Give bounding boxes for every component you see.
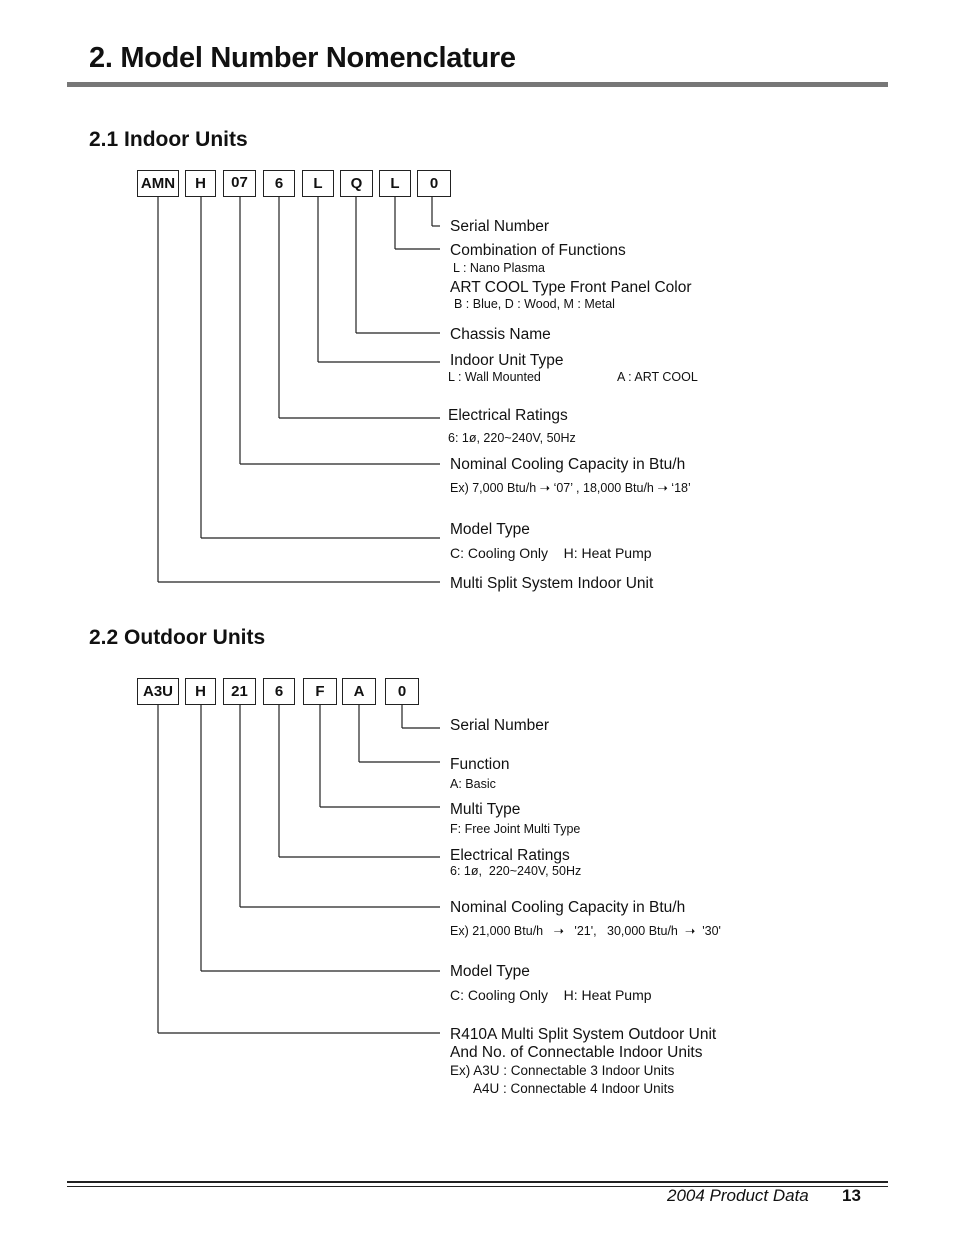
indoor-unit-type-label: Indoor Unit Type: [450, 352, 564, 369]
page-title: 2. Model Number Nomenclature: [89, 42, 516, 74]
outdoor-function-label: Function: [450, 756, 510, 773]
indoor-combination-label: Combination of Functions: [450, 242, 626, 259]
indoor-code-model-type: H: [185, 170, 216, 197]
indoor-panel-color-label: ART COOL Type Front Panel Color: [450, 279, 692, 296]
indoor-combination-note: L : Nano Plasma: [453, 261, 545, 275]
outdoor-system-label-line1: R410A Multi Split System Outdoor Unit: [450, 1026, 717, 1043]
outdoor-code-function: A: [342, 678, 376, 705]
outdoor-function-note: A: Basic: [450, 777, 496, 791]
outdoor-capacity-label: Nominal Cooling Capacity in Btu/h: [450, 899, 686, 916]
outdoor-code-electrical: 6: [263, 678, 295, 705]
indoor-capacity-note: Ex) 7,000 Btu/h ➝ ‘07’ , 18,000 Btu/h ➝ ‘18’: [450, 481, 691, 495]
indoor-capacity-label: Nominal Cooling Capacity in Btu/h: [450, 456, 686, 473]
outdoor-section-heading: 2.2 Outdoor Units: [89, 626, 266, 649]
indoor-chassis-label: Chassis Name: [450, 326, 551, 343]
outdoor-serial-label: Serial Number: [450, 717, 550, 734]
outdoor-code-serial: 0: [385, 678, 419, 705]
footer-divider-thick: [67, 1181, 888, 1183]
indoor-code-unit-type: L: [302, 170, 334, 197]
indoor-code-system: AMN: [137, 170, 179, 197]
outdoor-code-model-type: H: [185, 678, 216, 705]
outdoor-multi-type-note: F: Free Joint Multi Type: [450, 822, 581, 836]
indoor-code-chassis: Q: [340, 170, 373, 197]
outdoor-model-type-label: Model Type: [450, 963, 530, 980]
indoor-model-type-label: Model Type: [450, 521, 530, 538]
outdoor-model-type-note: C: Cooling Only H: Heat Pump: [450, 987, 652, 1003]
indoor-code-electrical: 6: [263, 170, 295, 197]
outdoor-system-note-a4u: A4U : Connectable 4 Indoor Units: [473, 1081, 675, 1096]
outdoor-electrical-label: Electrical Ratings: [450, 847, 570, 864]
outdoor-code-system: A3U: [137, 678, 179, 705]
indoor-code-functions: L: [379, 170, 411, 197]
indoor-unit-type-note-wall: L : Wall Mounted: [448, 370, 541, 384]
indoor-panel-color-note: B : Blue, D : Wood, M : Metal: [454, 297, 615, 311]
indoor-electrical-label: Electrical Ratings: [448, 407, 568, 424]
outdoor-code-multi-type: F: [303, 678, 337, 705]
indoor-system-label: Multi Split System Indoor Unit: [450, 575, 654, 592]
page-number: 13: [842, 1186, 861, 1205]
indoor-code-capacity: 07: [223, 170, 256, 197]
indoor-unit-type-note-artcool: A : ART COOL: [617, 370, 698, 384]
indoor-section-heading: 2.1 Indoor Units: [89, 128, 248, 151]
indoor-serial-label: Serial Number: [450, 218, 550, 235]
indoor-model-type-note: C: Cooling Only H: Heat Pump: [450, 545, 652, 561]
outdoor-system-label-line2: And No. of Connectable Indoor Units: [450, 1044, 703, 1061]
indoor-electrical-note: 6: 1ø, 220~240V, 50Hz: [448, 431, 576, 445]
indoor-code-serial: 0: [417, 170, 451, 197]
outdoor-multi-type-label: Multi Type: [450, 801, 521, 818]
footer-publication: 2004 Product Data: [667, 1186, 809, 1205]
outdoor-system-note-a3u: Ex) A3U : Connectable 3 Indoor Units: [450, 1063, 675, 1078]
outdoor-electrical-note: 6: 1ø, 220~240V, 50Hz: [450, 864, 582, 878]
outdoor-capacity-note: Ex) 21,000 Btu/h ➝ '21', 30,000 Btu/h ➝ '30': [450, 924, 721, 938]
outdoor-code-capacity: 21: [223, 678, 256, 705]
